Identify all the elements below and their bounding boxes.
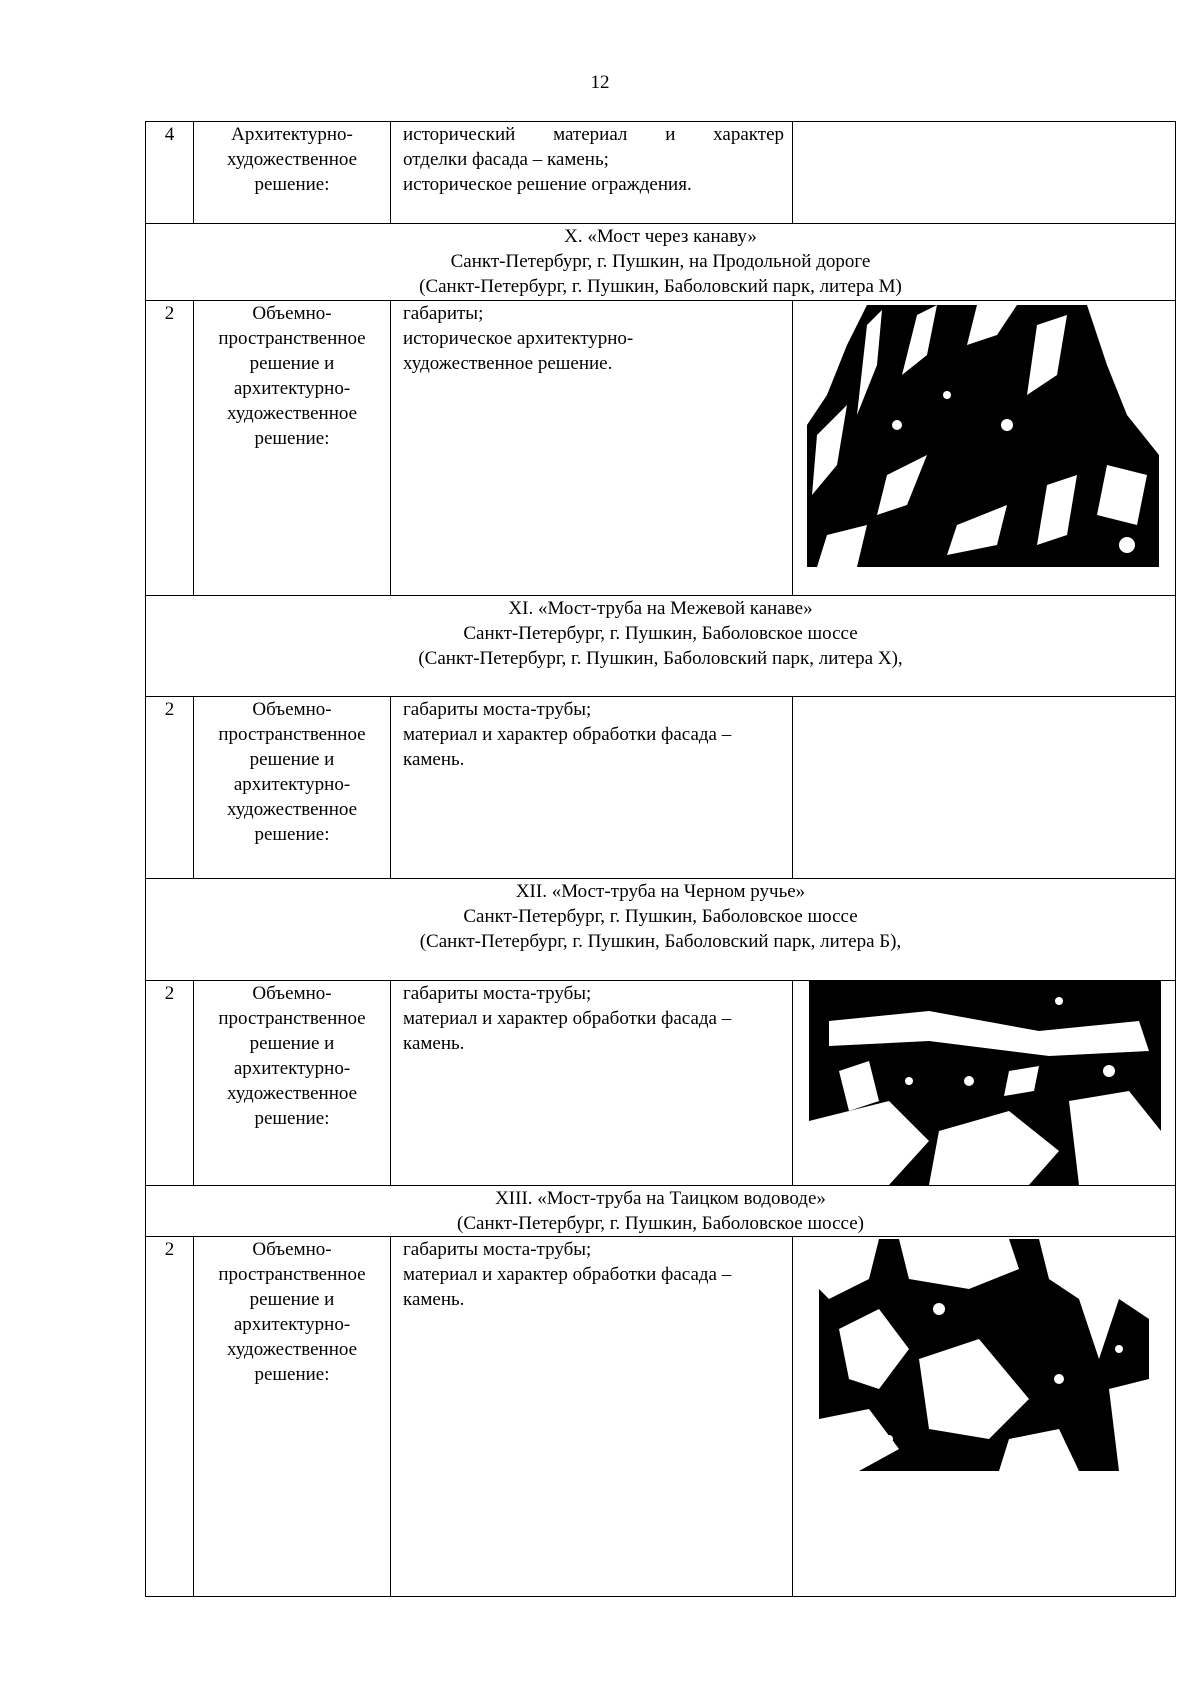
table-row [146,301,1176,596]
description-line: камень. [403,1289,465,1310]
section-header [146,596,1176,697]
category-line: Объемно- [252,1239,332,1260]
section-address-alt: (Санкт-Петербург, г. Пушкин, Баболовский парк, литера М) [419,276,902,297]
section-header-row [146,224,1176,301]
category-line: архитектурно- [233,1314,351,1335]
category-line: решение: [254,1364,330,1385]
category-line: Объемно- [252,983,332,1004]
row-number: 2 [146,981,194,1186]
category-cell [194,122,391,224]
section-address: Санкт-Петербург, г. Пушкин, Баболовское шоссе [463,623,858,644]
category-line: пространственное [218,1008,366,1029]
description-line: материал и характер обработки фасада – [403,1264,732,1285]
description-cell [391,301,793,596]
category-line: Архитектурно- [231,124,353,145]
description-line: габариты моста-трубы; [403,983,592,1004]
bridge-photo [819,1239,1149,1471]
category-line: решение: [254,1108,330,1129]
category-line: Объемно- [252,303,332,324]
description-line: материал и характер обработки фасада – [403,1008,732,1029]
photo-cell [793,1237,1176,1597]
description-cell [391,122,793,224]
photo-cell [793,697,1176,879]
description-line: камень. [403,1033,465,1054]
category-line: художественное [226,403,358,424]
table-row [146,697,1176,879]
description-line: габариты; [403,303,484,324]
category-line: решение: [254,174,330,195]
category-line: пространственное [218,724,366,745]
category-line: решение: [254,428,330,449]
section-title: XI. «Мост-труба на Межевой канаве» [508,598,813,619]
row-number: 2 [146,697,194,879]
row-number: 2 [146,301,194,596]
section-header-row [146,879,1176,981]
bridge-photo [809,981,1161,1185]
section-header-row [146,1186,1176,1237]
category-cell [194,697,391,879]
description-cell [391,981,793,1186]
category-cell [194,301,391,596]
monument-table [145,121,1176,1597]
section-header [146,224,1176,301]
description-cell [391,697,793,879]
category-line: архитектурно- [233,774,351,795]
table-row [146,981,1176,1186]
category-line: пространственное [218,1264,366,1285]
category-cell [194,1237,391,1597]
section-address: Санкт-Петербург, г. Пушкин, на Продольной дороге [450,251,871,272]
section-address: Санкт-Петербург, г. Пушкин, Баболовское шоссе [463,906,858,927]
bridge-photo [807,305,1159,567]
photo-cell [793,981,1176,1186]
description-cell [391,1237,793,1597]
description-line: исторический материал и характер [403,124,784,145]
section-address-alt: (Санкт-Петербург, г. Пушкин, Баболовский парк, литера Х), [418,648,903,669]
section-title: X. «Мост через канаву» [564,226,757,247]
table-row [146,122,1176,224]
category-line: архитектурно- [233,378,351,399]
section-title: XIII. «Мост-труба на Таицком водоводе» [495,1188,826,1209]
description-line: материал и характер обработки фасада – [403,724,732,745]
row-number: 4 [146,122,194,224]
category-line: художественное [226,1339,358,1360]
section-header [146,1186,1176,1237]
category-line: пространственное [218,328,366,349]
category-line: архитектурно- [233,1058,351,1079]
description-line: историческое архитектурно- [403,328,634,349]
description-line: художественное решение. [403,353,613,374]
row-number: 2 [146,1237,194,1597]
category-line: решение: [254,824,330,845]
section-header [146,879,1176,981]
description-line: габариты моста-трубы; [403,699,592,720]
section-title: XII. «Мост-труба на Черном ручье» [515,881,806,902]
section-address-alt: (Санкт-Петербург, г. Пушкин, Баболовский парк, литера Б), [419,931,902,952]
section-address: (Санкт-Петербург, г. Пушкин, Баболовское шоссе) [457,1213,864,1234]
photo-cell [793,122,1176,224]
description-line: камень. [403,749,465,770]
category-line: решение и [249,1033,335,1054]
category-line: художественное [226,1083,358,1104]
category-cell [194,981,391,1186]
section-header-row [146,596,1176,697]
table-row [146,1237,1176,1597]
category-line: решение и [249,1289,335,1310]
description-line: отделки фасада – камень; [403,149,609,170]
description-line: историческое решение ограждения. [403,174,692,195]
category-line: художественное [226,149,358,170]
photo-cell [793,301,1176,596]
category-line: решение и [249,353,335,374]
category-line: решение и [249,749,335,770]
category-line: Объемно- [252,699,332,720]
description-line: габариты моста-трубы; [403,1239,592,1260]
category-line: художественное [226,799,358,820]
page-number: 12 [590,72,610,93]
